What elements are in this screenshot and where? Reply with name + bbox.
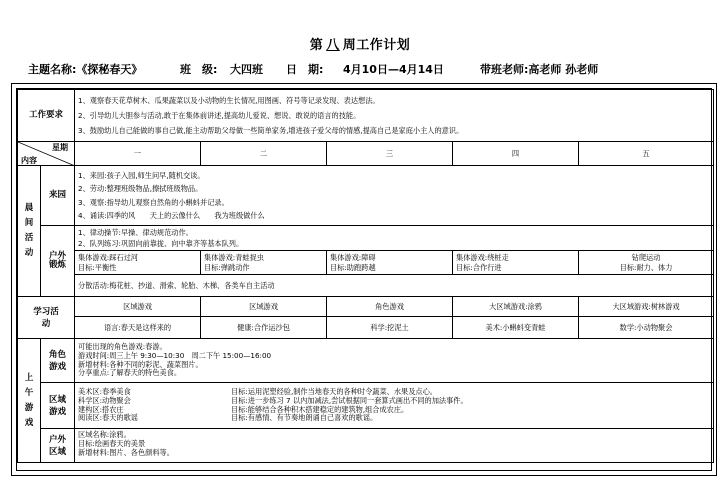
scattered-activity: 分散活动:梅花桩、抄道、滑索、轮胎、木梯、各类车自主活动 xyxy=(75,275,714,297)
role-play-row xyxy=(18,339,714,383)
study-label xyxy=(18,297,75,339)
day-thursday: 四 xyxy=(453,142,579,166)
title-prefix: 第 xyxy=(309,38,324,53)
area-name: 建构区:搭农庄 xyxy=(78,404,124,414)
theme-name: 主题名称:《探秘春天》 xyxy=(28,63,143,76)
outdoor-label xyxy=(41,226,75,297)
content-label: 内容 xyxy=(21,155,37,165)
date-value: 4月10日—4月14日 xyxy=(343,63,444,76)
arrival-label: 来园 xyxy=(41,166,75,226)
area-goal: 目标:运用泥塑经验,制作当地春天的各种时令蔬菜、水果及点心。 xyxy=(231,386,437,396)
goal-item: 1、观察春天花草树木、瓜果蔬菜以及小动物的生长情况,用图画、符号等记录发现、表达想法。 xyxy=(78,95,380,105)
outdoor-label-text: 户外锻炼 xyxy=(48,250,66,270)
day-wednesday: 三 xyxy=(327,142,453,166)
study-area-wed: 角色游戏 xyxy=(327,297,453,317)
game-title: 集体游戏:青蛙捉虫 xyxy=(204,253,264,263)
area-goal: 目标:能够结合各种积木搭建稳定的建筑物,组合成农庄。 xyxy=(231,404,409,414)
area-name: 阅读区:春天的歌谣 xyxy=(78,413,138,423)
outdoor-game-fri xyxy=(579,251,714,275)
lesson-fri: 数学:小动物聚会 xyxy=(579,317,714,339)
role-line: 新增材料:各种不同的彩泥、蔬菜图片。 xyxy=(78,359,203,369)
area-name: 科学区:动物聚会 xyxy=(78,395,131,405)
lesson-mon: 语言:春天是这样来的 xyxy=(75,317,201,339)
outdoor-games-row xyxy=(18,251,714,275)
study-area-mon: 区域游戏 xyxy=(75,297,201,317)
day-monday: 一 xyxy=(75,142,201,166)
morning-label-text: 晨间活动 xyxy=(24,203,34,258)
lesson-wed: 科学:挖泥土 xyxy=(327,317,453,339)
drill-item: 2、队列练习:巩固向前靠拢、向中靠齐等基本队列。 xyxy=(78,239,244,248)
outdoor-game-wed xyxy=(327,251,453,275)
area-games-row xyxy=(18,383,714,429)
area-name: 美术区:春季美食 xyxy=(78,386,131,396)
outdoor-game-tue xyxy=(201,251,327,275)
outdoor-game-mon xyxy=(75,251,201,275)
role-line: 可能出现的角色游戏:春游。 xyxy=(78,342,167,352)
game-goal: 目标:平衡性 xyxy=(78,262,117,272)
outdoor-area-line: 区域名称:涂鸦。 xyxy=(78,430,131,439)
outdoor-area-row xyxy=(18,429,714,463)
goals-row xyxy=(18,90,714,142)
arrival-item: 2、劳动:整理班级物品,擦拭班级物品。 xyxy=(78,184,203,194)
day-friday: 五 xyxy=(579,142,714,166)
outdoor-area-label xyxy=(41,429,75,463)
arrival-item: 1、来园:孩子入园,师生问早,随机交谈。 xyxy=(78,171,205,181)
outdoor-drill-list xyxy=(75,226,714,251)
outdoor-area-label-text: 户外区域 xyxy=(48,434,66,457)
outdoor-area-line: 新增材料:图片、各色颜料等。 xyxy=(78,448,174,457)
role-play-details xyxy=(75,339,714,383)
outdoor-area-line: 目标:绘画春天的美景 xyxy=(78,439,146,448)
area-games-label xyxy=(41,383,75,429)
title-suffix: 周工作计划 xyxy=(342,38,411,53)
week-number: 八 xyxy=(326,38,340,53)
lesson-thu: 美术:小蝌蚪变青蛙 xyxy=(453,317,579,339)
game-goal: 目标:弹跳动作 xyxy=(204,262,250,272)
lesson-tue: 健康:合作运沙包 xyxy=(201,317,327,339)
study-lessons-row xyxy=(18,317,714,339)
game-title: 集体游戏:绕桩走 xyxy=(456,253,509,263)
scattered-row xyxy=(18,275,714,297)
outdoor-drill-row xyxy=(18,226,714,251)
day-tuesday: 二 xyxy=(201,142,327,166)
game-title: 集体游戏:踩石过河 xyxy=(78,253,138,263)
game-goal: 目标:助跑跨越 xyxy=(330,262,376,272)
weekday-row xyxy=(18,142,714,166)
game-title: 钻爬运动 xyxy=(631,253,661,263)
goal-item: 3、鼓励幼儿自己能做的事自己做,能主动帮助父母做一些简单家务,增进孩子爱父母的情感,提高自己是家庭小主人的意识。 xyxy=(78,126,464,136)
study-areas-row xyxy=(18,297,714,317)
area-goal: 目标:进一步练习 7 以内加减法,尝试根据同一套算式画出不同的加法事件。 xyxy=(231,395,468,405)
area-game-line xyxy=(78,406,710,415)
plan-sheet-inner xyxy=(16,88,712,471)
class-label: 班 级: xyxy=(180,63,218,76)
study-area-tue: 区域游戏 xyxy=(201,297,327,317)
date-label: 日 期: xyxy=(286,63,324,76)
plan-sheet xyxy=(11,83,717,476)
goal-item: 2、引导幼儿大胆参与活动,敢于在集体前讲述,提高幼儿爱说、想说、敢说的语言的技能。 xyxy=(78,110,361,120)
game-title: 集体游戏:障碍 xyxy=(330,253,376,263)
study-area-thu: 大区域游戏:涂鸦 xyxy=(453,297,579,317)
arrival-list xyxy=(75,166,714,226)
area-games-label-text: 区域游戏 xyxy=(48,394,66,417)
arrival-item: 3、观察:指导幼儿观察自然角的小蝌蚪并记录。 xyxy=(78,197,229,207)
weekday-content-header xyxy=(18,142,75,166)
game-goal: 目标:耐力、体力 xyxy=(619,262,673,272)
role-play-label xyxy=(41,339,75,383)
forenoon-label xyxy=(18,339,41,463)
forenoon-label-text: 上午游戏 xyxy=(24,372,34,428)
plan-table xyxy=(17,89,714,463)
morning-label xyxy=(18,166,41,297)
role-play-label-text: 角色游戏 xyxy=(48,349,66,372)
role-line: 分享重点:了解春天的特色美食。 xyxy=(78,368,182,378)
outdoor-area-details xyxy=(75,429,714,463)
area-games-details xyxy=(75,383,714,429)
arrival-row xyxy=(18,166,714,226)
page-title xyxy=(0,34,720,53)
class-value: 大四班 xyxy=(230,63,263,76)
area-goal: 目标:有感情、有节奏地朗诵自己喜欢的歌谣。 xyxy=(231,413,378,423)
game-goal: 目标:合作行进 xyxy=(456,262,502,272)
weekday-label: 星期 xyxy=(52,143,69,152)
study-area-fri: 大区域游戏:树林游戏 xyxy=(579,297,714,317)
drill-item: 1、律动操节:早操、律动规范动作。 xyxy=(78,227,193,237)
goals-list xyxy=(75,90,714,142)
goals-label: 工作要求 xyxy=(18,90,75,142)
teachers: 带班老师:高老师 孙老师 xyxy=(480,63,599,76)
outdoor-game-thu xyxy=(453,251,579,275)
arrival-item: 4、诵读:四季的风 天上的云像什么 我为班级做什么 xyxy=(78,210,265,220)
area-game-line xyxy=(78,414,710,423)
role-line: 游戏时间:周三上午 9:30—10:30 周二下午 15:00—16:00 xyxy=(78,350,272,360)
study-label-text: 学习活动 xyxy=(33,306,59,329)
